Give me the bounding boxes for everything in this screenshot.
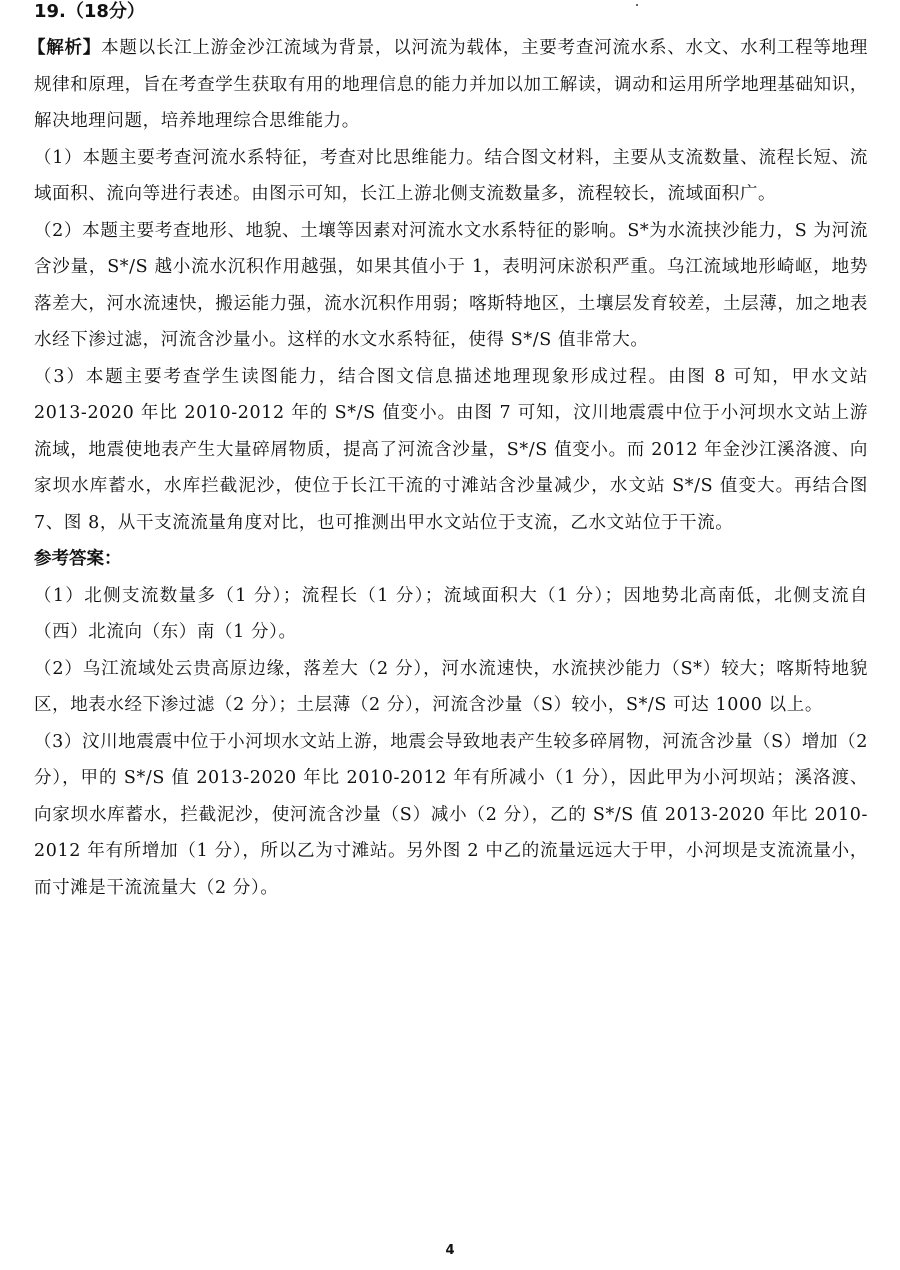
analysis-label: 【解析】 [28, 38, 102, 58]
answer-item-1: （1）北侧支流数量多（1 分）；流程长（1 分）；流域面积大（1 分）；因地势北高南低，北侧支流自（西）北流向（东）南（1 分）。 [34, 585, 868, 642]
analysis-intro [28, 30, 868, 140]
analysis-part-2: （2）本题主要考查地形、地貌、土壤等因素对河流水文水系特征的影响。S*为水流挟沙能力，S 为河流含沙量，S*/S 越小流水沉积作用越强，如果其值小于 1，表明河床淤积严重。乌江流域地形崎岖，地势落差大，河水流速快，搬运能力强，流水沉积作用弱；喀斯特地区，土壤层发育较差，土层薄，加之地表水经下渗过滤，河流含沙量小。这样的水文水系特征，使得 S*/S 值非常大。 [34, 220, 868, 350]
question-title: 19.（18分） [34, 1, 145, 22]
analysis-part-3: （3）本题主要考查学生读图能力，结合图文信息描述地理现象形成过程。由图 8 可知，甲水文站 2013-2020 年比 2010-2012 年的 S*/S 值变小。由图 7 可知，汶川地震震中位于小河坝水文站上游流域，地震使地表产生大量碎屑物质，提高了河流含沙量，S*/S 值变小。而 2012 年金沙江溪洛渡、向家坝水库蓄水，水库拦截泥沙，使位于长江干流的寸滩站含沙量减少，水文站 S*/S 值变大。再结合图 7、图 8，从干支流流量角度对比，也可推测出甲水文站位于支流，乙水文站位于干流。 [34, 366, 868, 533]
answer-item-3: （3）汶川地震震中位于小河坝水文站上游，地震会导致地表产生较多碎屑物，河流含沙量（S）增加（2 分），甲的 S*/S 值 2013-2020 年比 2010-2012 年有所减小（1 分），因此甲为小河坝站；溪洛渡、向家坝水库蓄水，拦截泥沙，使河流含沙量（S）减小（2 分），乙的 S*/S 值 2013-2020 年比 2010-2012 年有所增加（1 分），所以乙为寸滩站。另外图 2 中乙的流量远远大于甲，小河坝是支流流量小，而寸滩是干流流量大（2 分）。 [34, 731, 868, 898]
analysis-intro-text: 本题以长江上游金沙江流域为背景，以河流为载体，主要考查河流水系、水文、水利工程等地理规律和原理，旨在考查学生获取有用的地理信息的能力并加以加工解读，调动和运用所学地理基础知识，解决地理问题，培养地理综合思维能力。 [34, 38, 868, 131]
page-number: 4 [445, 1243, 455, 1258]
reference-answer-heading: 参考答案： [34, 549, 122, 569]
analysis-part-1: （1）本题主要考查河流水系特征，考查对比思维能力。结合图文材料，主要从支流数量、流程长短、流域面积、流向等进行表述。由图示可知，长江上游北侧支流数量多，流程较长，流域面积广。 [34, 147, 868, 204]
answer-item-2: （2）乌江流域处云贵高原边缘，落差大（2 分），河水流速快，水流挟沙能力（S*）较大；喀斯特地貌区，地表水经下渗过滤（2 分）；土层薄（2 分），河流含沙量（S）较小，S*/S 可达 1000 以上。 [34, 658, 868, 715]
document-content [28, 0, 868, 906]
